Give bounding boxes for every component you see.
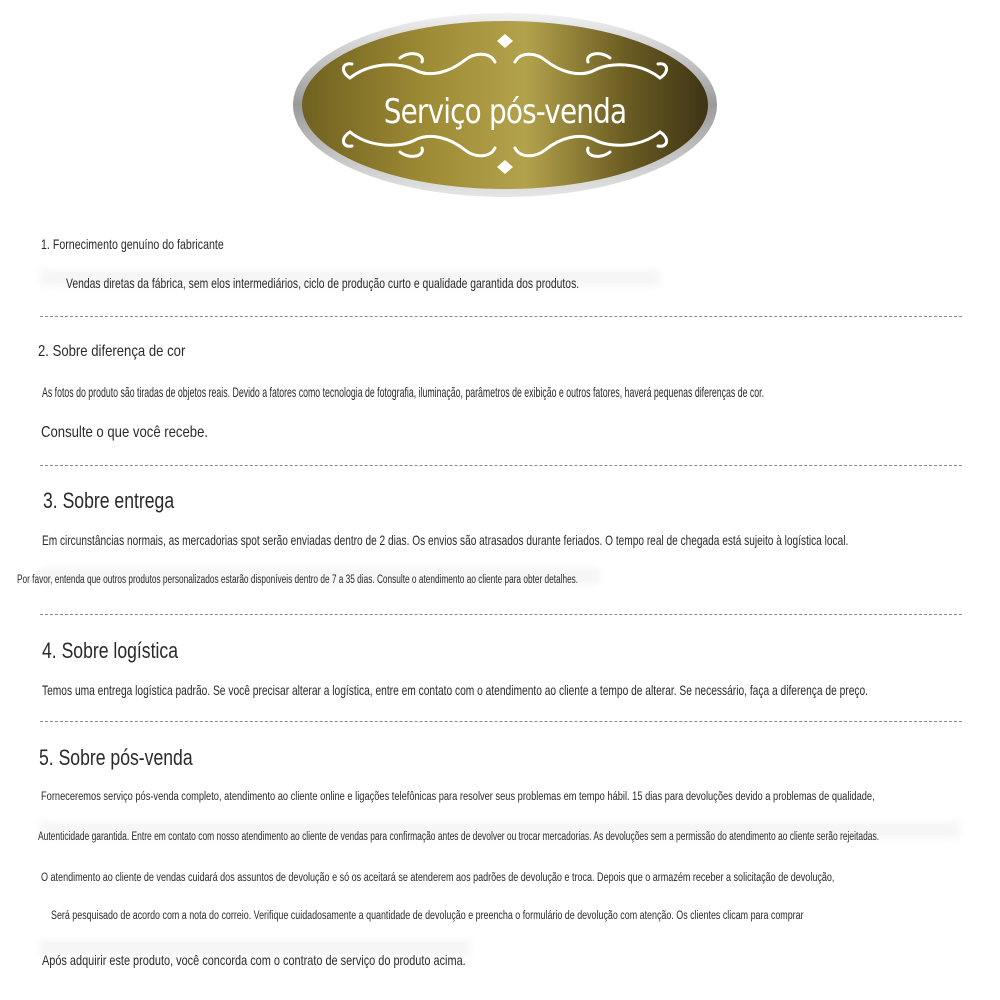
section-5-text-2: Autenticidade garantida. Entre em contato com nosso atendimento ao cliente de vendas para confirmação antes de devolver ou trocar mercadorias. As devoluções sem a permissão do atendimento ao cliente serão rejeitadas.	[38, 831, 880, 843]
section-divider	[40, 614, 962, 615]
section-3-heading: 3. Sobre entrega	[43, 488, 175, 513]
section-2-heading: 2. Sobre diferença de cor	[38, 343, 186, 360]
section-5-text-3: O atendimento ao cliente de vendas cuidará dos assuntos de devolução e só os aceitará se atenderem aos padrões de devolução e troca. Depois que o armazém receber a solicitação de devolução,	[41, 872, 835, 884]
section-1-heading: 1. Fornecimento genuíno do fabricante	[41, 236, 224, 252]
section-divider	[40, 721, 962, 722]
badge-title: Serviço pós-venda	[383, 92, 627, 132]
section-1-text: Vendas diretas da fábrica, sem elos intermediários, ciclo de produção curto e qualidade garantida dos produtos.	[66, 275, 580, 291]
section-4-heading: 4. Sobre logística	[42, 638, 178, 663]
section-divider	[40, 316, 962, 317]
section-5-heading: 5. Sobre pós-venda	[39, 745, 193, 770]
section-3-text-1: Em circunstâncias normais, as mercadorias spot serão enviadas dentro de 2 dias. Os envios são atrasados durante feriados. O tempo real de chegada está sujeito à logística local.	[42, 532, 849, 548]
section-5-text-4: Será pesquisado de acordo com a nota do correio. Verifique cuidadosamente a quantidade de devolução e preencha o formulário de devolução com atenção. Os clientes clicam para comprar	[51, 910, 804, 922]
section-3-text-2: Por favor, entenda que outros produtos personalizados estarão disponíveis dentro de 7 a 35 dias. Consulte o atendimento ao cliente para obter detalhes.	[17, 574, 579, 586]
section-5-text-5: Após adquirir este produto, você concorda com o contrato de serviço do produto acima.	[42, 952, 466, 968]
section-2-text-2: Consulte o que você recebe.	[41, 424, 209, 441]
section-5-text-1: Forneceremos serviço pós-venda completo, atendimento ao cliente online e ligações telefônicas para resolver seus problemas em tempo hábil. 15 dias para devoluções devido a problemas de qualidade,	[41, 791, 875, 803]
section-4-text: Temos uma entrega logística padrão. Se você precisar alterar a logística, entre em contato com o atendimento ao cliente a tempo de alterar. Se necessário, faça a diferença de preço.	[42, 682, 869, 698]
section-divider	[40, 465, 962, 466]
section-2-text-1: As fotos do produto são tiradas de objetos reais. Devido a fatores como tecnologia de fotografia, iluminação, parâmetros de exibição e outros fatores, haverá pequenas diferenças de cor.	[42, 384, 765, 400]
header-badge	[290, 10, 720, 200]
